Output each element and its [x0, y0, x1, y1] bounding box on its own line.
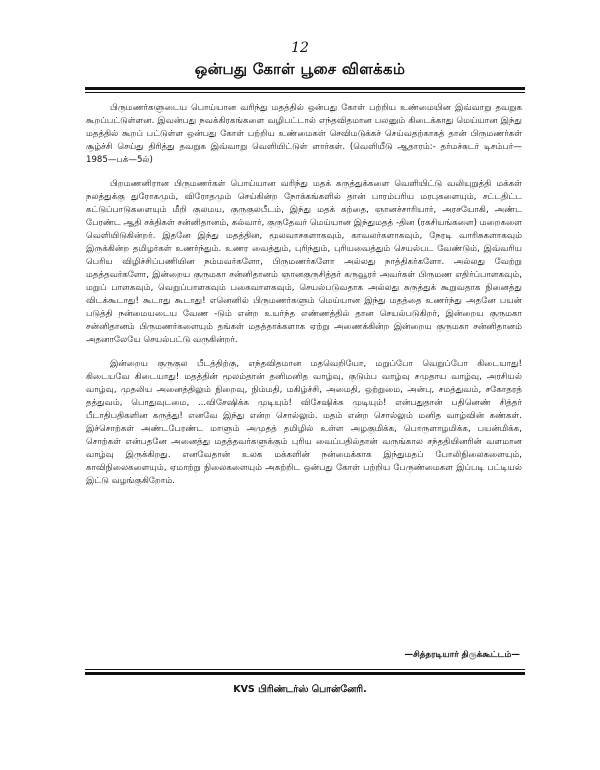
- title-rule-thin: [85, 92, 525, 93]
- page-number: 12: [291, 40, 309, 56]
- body-text: [86, 102, 522, 498]
- page-title: ஒன்பது கோள் பூசை விளக்கம்: [194, 60, 406, 78]
- paragraph-2: பிறமணனிரான பிருமணர்கள் பொய்யான வரிந்து மதக் கருத்துக்களை வெளியிட்டு வலியுறுத்தி மக்கள் நலத்துக்கு துரோகமும், விரோதமும் செய்கின்ற நோக்கங்களில் தான் பாரம்பரிய மரபுகளையும், சட்டதிட்ட கட்டுப்பாடுகளையும் மீறி குலமய, குருகுலபீடம், இந்து மதக் கற்தை, ஞானச்சாரியார், அரசயோகி, அண்ட பேரண்ட ஆதி சக்திகள் சன்னிதானம், கல்வார், குருதேவர் மெய்யான இந்துமதத் -தின (ரகசியங்களை) மறைகளை வெளியிடுகின்றர். இதனே இந்து மதத்தின, மூலவாசகளாகவும், காவலர்களாகவும், நேரடி வாரிசுகளாகவும் இருக்கின்ற தமிழர்கள் உணர்ந்தும். உணர வைத்தும், புரிந்தும், புரியவைத்தும் செயல்பட வேண்டும், இவ்வரிய பெரிய விழிச்சிப்பணியின நம்மவர்களோ, பிருமணர்களோ அல்லது நாத்திகர்களோ. அல்லது வேற்று மதத்தவர்களோ, இன்றைய குருமகா சன்னிதானம் ஞானகுருசித்தர் கருவூரர் அவர்கள் பிருமண எதிர்ப்பாளகவும், மறுப் பாளகவும், வெறுப்பாளகவும் பகைவாளகவும், செயல்படுவதாக அல்லது சுருத்துக் கூறுவதாக நினைத்து விடக்கூடாது! கூடாது கூடாது! எனெனில் பிருமணர்களும் மெய்யான இந்து மதத்தை உணர்ந்து அதனே பயன் படுத்தி நன்மையடைய வேண -டும் என்ற உயர்ந்த எண்ணத்தில் தான செயல்படுகிறர், இன்றைய குருமகா சன்னிதானம் பிருமணர்களையும் தங்கள் மதத்தாக்களாக ஏற்று அணைக்கின்ற இன்றைய குருமகா சன்னிதானம் அதனாலேயே செயல்பட்டு வருகின்றர்.: [86, 179, 522, 345]
- paragraph-3: இன்றைய குருகுல பீடத்திற்கு, எந்தவிதமான மதவெறியோ, மறுப்போ வெறுப்போ கிடையாது! கிடையவே கிடையாது! மதத்தின் மூலம்தான் தனிமனித வாழ்வு, குடும்ப வாழ்வு சமுதாய வாழ்வு, அரசியல் வாழ்வு, முதலிய அனைத்திலும் நிறைவு, நிம்மதி, மகிழ்ச்சி, அமைதி, ஒற்றுமை, அன்பு, சமத்துவம், சகோதரத் தத்துவம், பொதுவுடமை, ...விசேஷிக்க முடியும்! விசேஷிக்க முடியும்! என்பதுதான் பதினெண் சித்தர் பீடாதிபதிகளின கருத்து! எனவே இந்து என்ற சொல்லும். மதம் என்ற சொல்லும் மனித வாழ்வின் கண்கள். இச்சொற்கள் அண்டபேரண்ட மாளும் அமுதத் தமிழில் உள்ள அழகுமிக்க, பொருளாழமிக்க, பயன்மிக்க, சொற்கள் என்பதனே அனைத்து மதத்தவர்களுக்கும் புரிய வைப்பதில்தான் வருங்கால சந்ததியினரின் வளமான வாழ்வு இருக்கிறது. எனவேதான் உலக மக்களின் நன்மைக்காக இந்துமதப் போலிநிலைகளையும், காவிநிலைகளையும், ஏமாற்று நிலைகளையும் அகற்றிட ஒன்பது கோள் பற்றிய பேருண்மைகள இப்படி பட்டியல் இட்டு வழங்குகிறோம்.: [86, 359, 522, 486]
- footer-rule-thick: [85, 672, 525, 675]
- footer-rule-thin: [85, 669, 525, 670]
- printer-credit: KVS பிரிண்டர்ஸ் பொன்னேரி.: [233, 684, 367, 695]
- paragraph-1: பிருமணர்களுடைய பொய்யான வரிந்து மதத்தில் ஒன்பது கோள் பற்றிய உண்மையின இவ்வாறு தவறுக கூறப்பட்டுள்ளன. இவன்பது நவக்கிரகங்களை வழிபட்டால் எந்தவிதமான பலனும் கிடைக்காது மெய்யான இந்து மதத்தில் கூறப் பட்டுள்ள ஒன்பது கோள் பற்றிய உண்மைகள் செவிமடுக்கச் செய்வதற்காகத் தான் பிருமணர்கள் சூழ்ச்சி செய்து திரித்து தவறுக இவ்வாறு வெளியிட்டுள் ளார்கள். (வெளியீடு ஆதாரம்:- தர்மச்சுடர் டிசம்பர்—1985—பக்—5ல்): [86, 103, 522, 165]
- title-rule-thick: [85, 87, 525, 90]
- signature: —சித்தரடியார் திருக்கூட்டம்—: [404, 650, 520, 660]
